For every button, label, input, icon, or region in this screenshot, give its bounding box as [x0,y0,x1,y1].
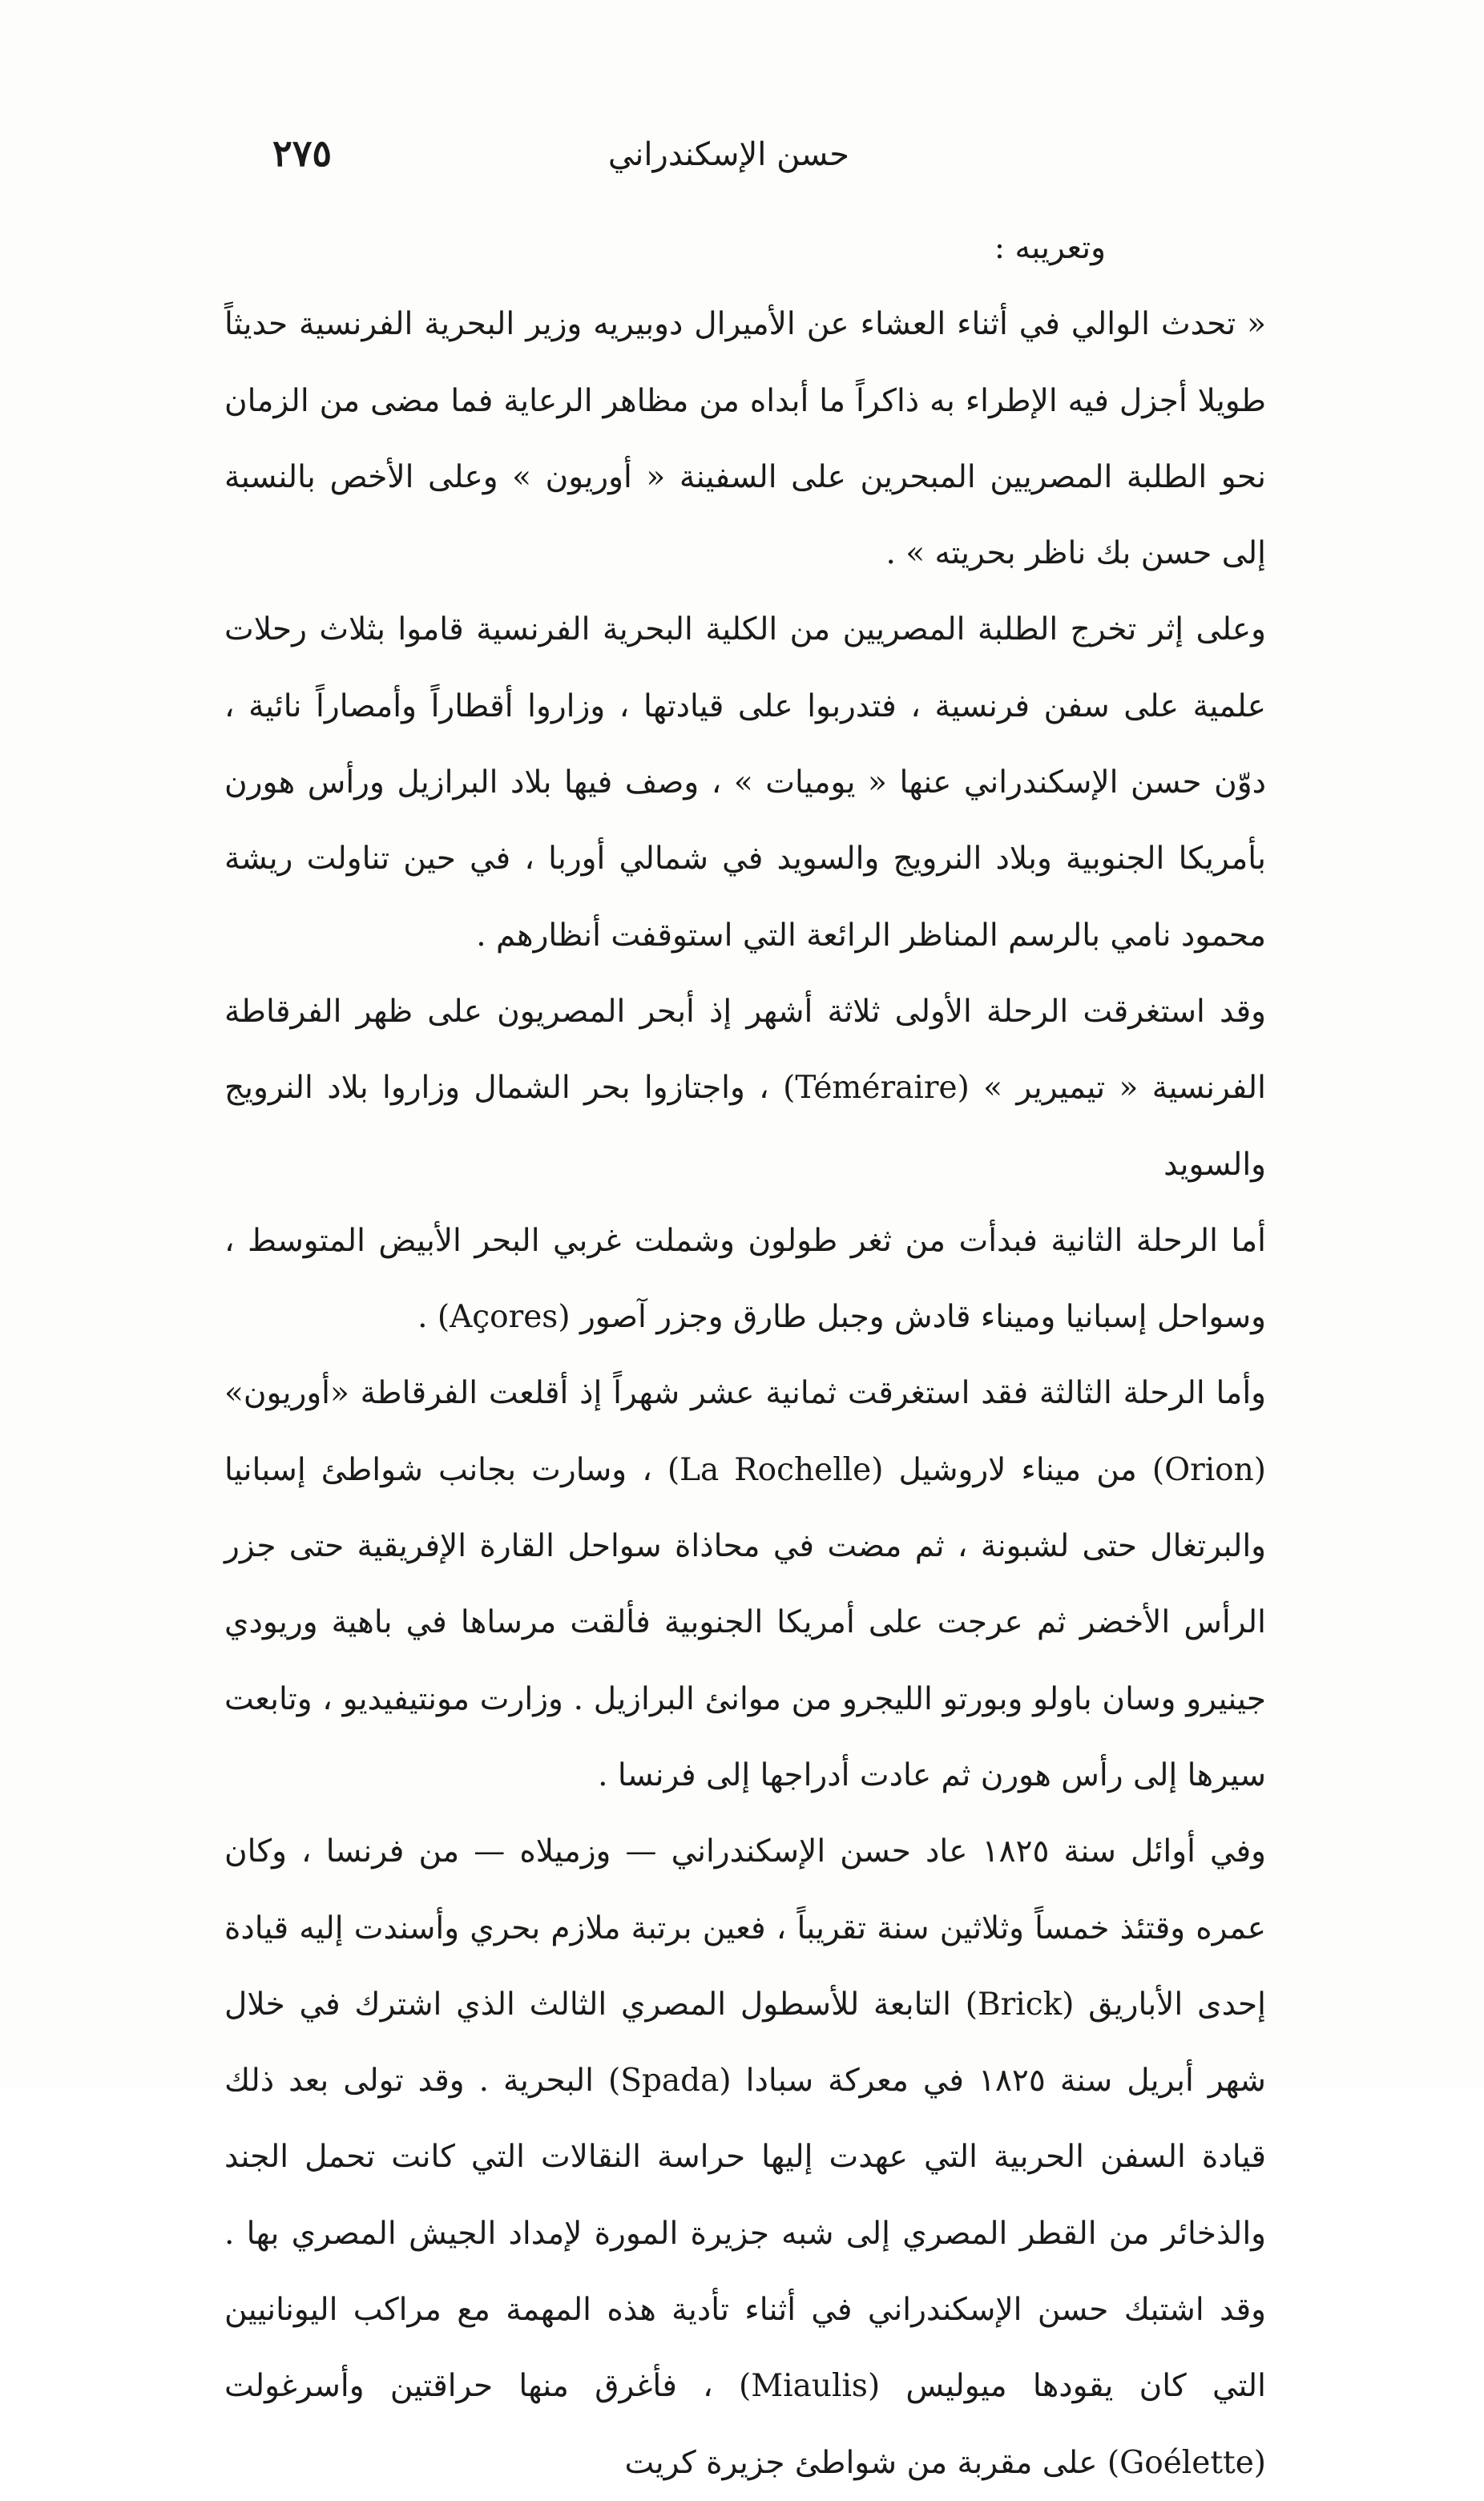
paragraph-return-1825: وفي أوائل سنة ١٨٢٥ عاد حسن الإسكندراني — وزميلاه — من فرنسا ، وكان عمره وقتئذ خمساً وثلاثين سنة تقريباً ، فعين برتبة ملازم بحري وأسندت إليه قيادة إحدى الأباريق (Brick) التابعة للأسطول المصري الثالث الذي اشترك في خلال شهر أبريل سنة ١٨٢٥ في معركة سبادا (Spada) البحرية . وقد تولى بعد ذلك قيادة السفن الحربية التي عهدت إليها حراسة النقالات التي كانت تحمل الجند والذخائر من القطر المصري إلى شبه جزيرة المورة لإمداد الجيش المصري بها . وقد اشتبك حسن الإسكندراني في أثناء تأدية هذه المهمة مع مراكب اليونانيين التي كان يقودها ميوليس (Miaulis) ، فأغرق منها حراقتين وأسرغولت (Goélette) على مقربة من شواطئ جزيرة كريت [224,1833,1266,2481]
page-header [272,120,1266,184]
page-number: ٢٧٥ [272,131,333,175]
paragraph-first-voyage: وقد استغرقت الرحلة الأولى ثلاثة أشهر إذ أبحر المصريون على ظهر الفرقاطة الفرنسية « تيميرير » (Téméraire) ، واجتازوا بحر الشمال وزاروا بلاد النرويج والسويد [224,993,1266,1183]
paragraph-voyages: وعلى إثر تخرج الطلبة المصريين من الكلية البحرية الفرنسية قاموا بثلاث رحلات علمية على سفن فرنسية ، فتدربوا على قيادتها ، وزاروا أقطاراً وأمصاراً نائية ، دوّن حسن الإسكندراني عنها « يوميات » ، وصف فيها بلاد البرازيل ورأس هورن بأمريكا الجنوبية وبلاد النرويج والسويد في شمالي أوربا ، في حين تناولت ريشة محمود نامي بالرسم المناظر الرائعة التي استوقفت أنظارهم . [224,611,1266,954]
body-text [224,210,1266,2501]
paragraph-intro: وتعريبه : [994,230,1106,266]
running-title: حسن الإسكندراني [607,136,849,173]
paragraph-second-voyage: أما الرحلة الثانية فبدأت من ثغر طولون وشملت غربي البحر الأبيض المتوسط ، وسواحل إسبانيا وميناء قادش وجبل طارق وجزر آصور (Açores) . [224,1222,1266,1336]
paragraph-third-voyage: وأما الرحلة الثالثة فقد استغرقت ثمانية عشر شهراً إذ أقلعت الفرقاطة «أوريون» (Orion) من ميناء لاروشيل (La Rochelle) ، وسارت بجانب شواطئ إسبانيا والبرتغال حتى لشبونة ، ثم مضت في محاذاة سواحل القارة الإفريقية حتى جزر الرأس الأخضر ثم عرجت على أمريكا الجنوبية فألقت مرساها في باهية وريودي جينيرو وسان باولو وبورتو الليجرو من موانئ البرازيل . وزارت مونتيفيديو ، وتابعت سيرها إلى رأس هورن ثم عادت أدراجها إلى فرنسا . [224,1375,1266,1793]
paragraph-quote: « تحدث الوالي في أثناء العشاء عن الأميرال دوبيريه وزير البحرية الفرنسية حديثاً طويلا أجزل فيه الإطراء به ذاكراً ما أبداه من مظاهر الرعاية فما مضى من الزمان نحو الطلبة المصريين المبحرين على السفينة « أوريون » وعلى الأخص بالنسبة إلى حسن بك ناظر بحريته » . [224,306,1266,572]
